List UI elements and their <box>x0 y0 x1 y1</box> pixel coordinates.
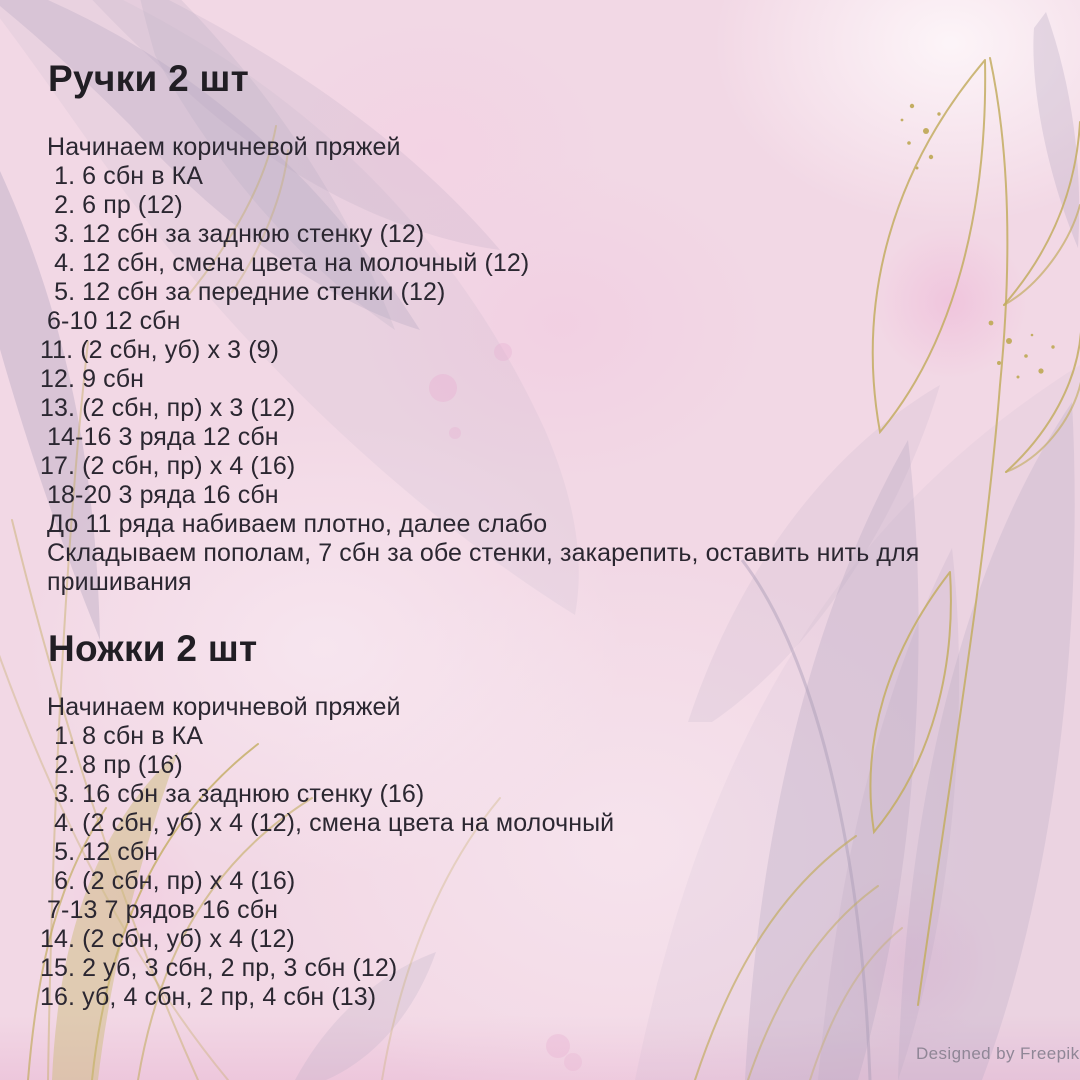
pattern-line: 6-10 12 сбн <box>40 307 181 335</box>
pattern-line: 3. 12 сбн за заднюю стенку (12) <box>40 220 425 248</box>
pattern-steps-legs <box>40 693 614 1012</box>
pattern-line: Начинаем коричневой пряжей <box>40 693 401 721</box>
pattern-line: 1. 8 сбн в КА <box>40 722 204 750</box>
section-title-legs: Ножки 2 шт <box>48 628 258 669</box>
pattern-line: 4. (2 сбн, уб) х 4 (12), смена цвета на молочный <box>40 809 615 837</box>
pattern-line: 2. 8 пр (16) <box>40 751 183 779</box>
pattern-line: До 11 ряда набиваем плотно, далее слабо <box>40 510 548 538</box>
pattern-line: 7-13 7 рядов 16 сбн <box>40 896 279 924</box>
pattern-line: 1. 6 сбн в КА <box>40 162 204 190</box>
pattern-line: 4. 12 сбн, смена цвета на молочный (12) <box>40 249 530 277</box>
pattern-line: 13. (2 сбн, пр) х 3 (12) <box>40 394 296 422</box>
pattern-line: 16. уб, 4 сбн, 2 пр, 4 сбн (13) <box>40 983 377 1011</box>
pattern-line: 14. (2 сбн, уб) х 4 (12) <box>40 925 295 953</box>
pattern-line: Начинаем коричневой пряжей <box>40 133 401 161</box>
pattern-line: 11. (2 сбн, уб) х 3 (9) <box>40 336 280 364</box>
pattern-line: 12. 9 сбн <box>40 365 145 393</box>
pattern-line: 5. 12 сбн <box>40 838 159 866</box>
pattern-steps-arms <box>40 133 919 597</box>
gold-dots <box>901 104 1055 379</box>
pattern-line: 15. 2 уб, 3 сбн, 2 пр, 3 сбн (12) <box>40 954 398 982</box>
pattern-line: 6. (2 сбн, пр) х 4 (16) <box>40 867 296 895</box>
freepik-credit: Designed by Freepik <box>916 1044 1080 1063</box>
pattern-line: 5. 12 сбн за передние стенки (12) <box>40 278 446 306</box>
pattern-line: Складываем пополам, 7 сбн за обе стенки, закарепить, оставить нить для <box>40 539 920 567</box>
pattern-line: пришивания <box>40 568 192 596</box>
pattern-line: 2. 6 пр (12) <box>40 191 183 219</box>
pattern-line: 17. (2 сбн, пр) х 4 (16) <box>40 452 296 480</box>
section-title-arms: Ручки 2 шт <box>48 58 250 99</box>
pattern-line: 18-20 3 ряда 16 сбн <box>40 481 279 509</box>
pattern-line: 3. 16 сбн за заднюю стенку (16) <box>40 780 425 808</box>
pattern-line: 14-16 3 ряда 12 сбн <box>40 423 279 451</box>
